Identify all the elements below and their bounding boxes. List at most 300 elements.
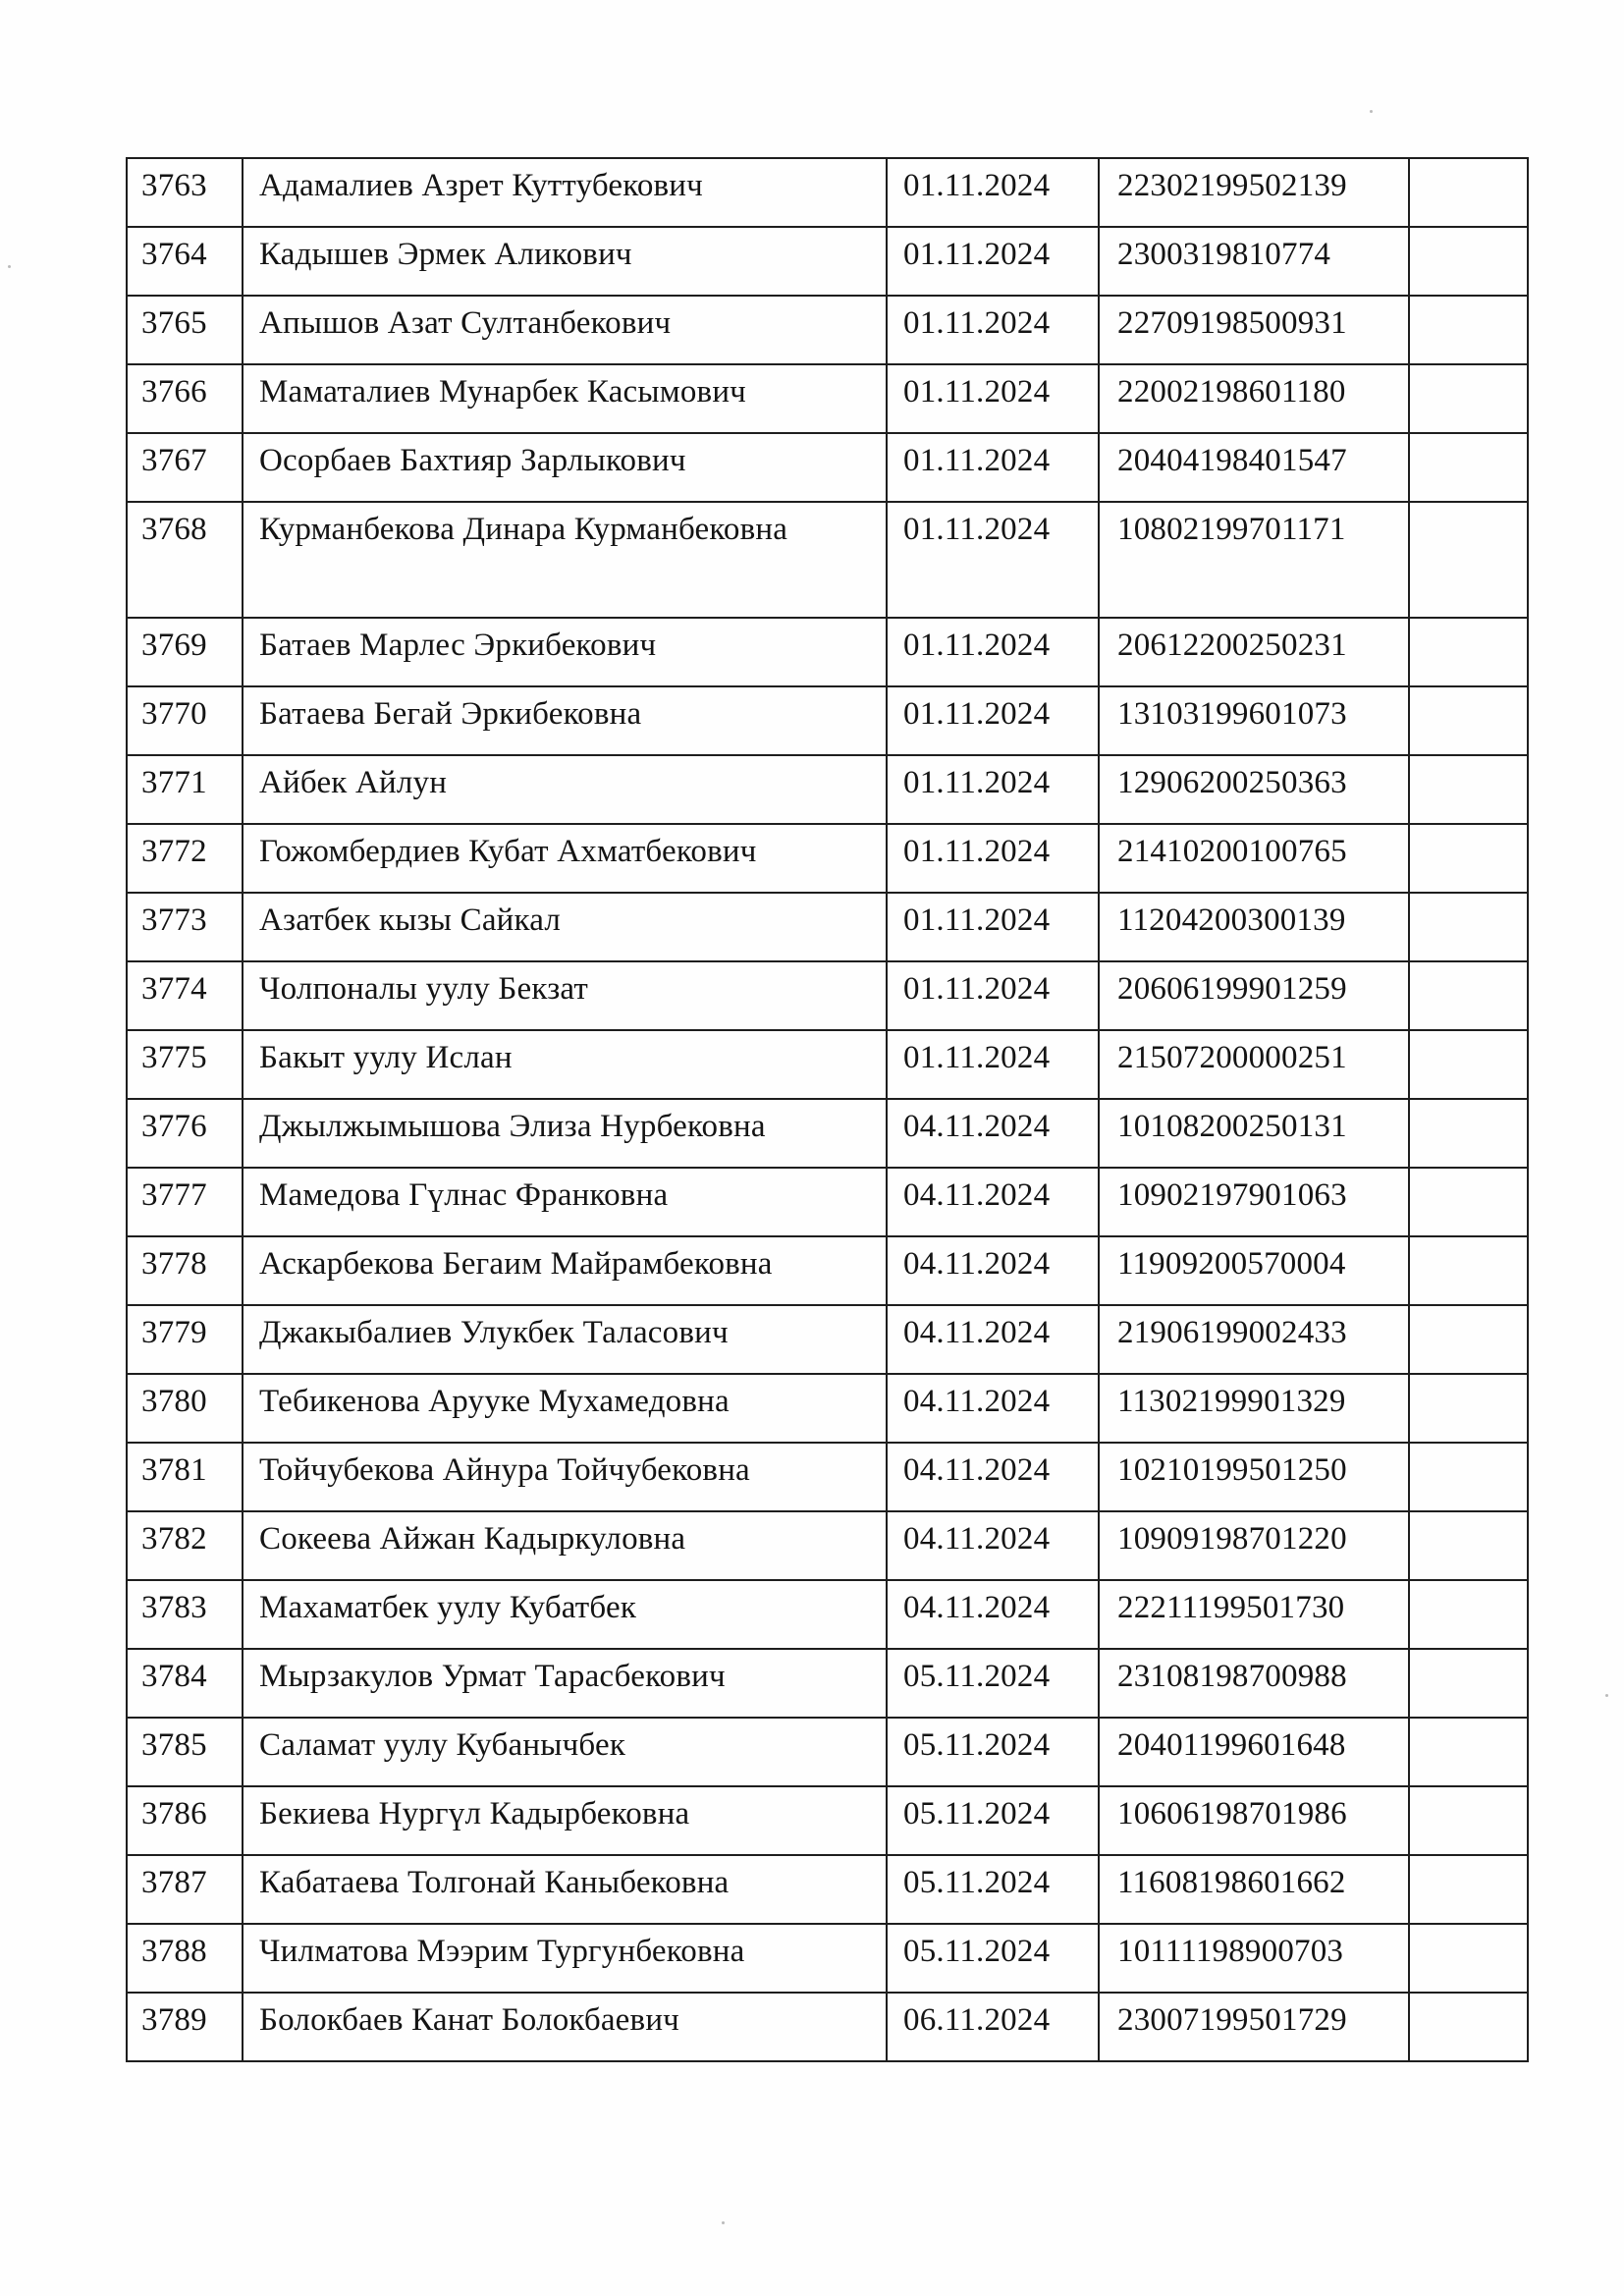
- table-row: [127, 1236, 1528, 1305]
- cell-name: [243, 893, 887, 961]
- date: 01.11.2024: [903, 628, 1051, 663]
- cell-number: [127, 961, 243, 1030]
- row-number: 3787: [141, 1865, 207, 1900]
- cell-pin: [1099, 1649, 1409, 1718]
- table-row: [127, 961, 1528, 1030]
- date: 01.11.2024: [903, 443, 1051, 478]
- cell-name: [243, 824, 887, 893]
- cell-pin: [1099, 1580, 1409, 1649]
- cell-date: [887, 1993, 1099, 2061]
- cell-pin: [1099, 1168, 1409, 1236]
- date: 04.11.2024: [903, 1452, 1051, 1488]
- cell-name: [243, 1924, 887, 1993]
- cell-number: [127, 1649, 243, 1718]
- empty-value: [1410, 1650, 1527, 1654]
- table-row: [127, 296, 1528, 364]
- empty-value: [1410, 1169, 1527, 1173]
- row-number: 3769: [141, 628, 207, 663]
- cell-date: [887, 1580, 1099, 1649]
- cell-name: [243, 1786, 887, 1855]
- cell-number: [127, 1993, 243, 2061]
- cell-pin: [1099, 618, 1409, 686]
- full-name: Чилматова Мээрим Тургунбековна: [259, 1934, 745, 1969]
- empty-value: [1410, 365, 1527, 369]
- cell-number: [127, 158, 243, 227]
- personal-id-number: 22709198500931: [1117, 305, 1347, 341]
- scan-speck: [8, 265, 11, 268]
- cell-date: [887, 1236, 1099, 1305]
- table-row: [127, 1993, 1528, 2061]
- cell-number: [127, 1786, 243, 1855]
- cell-name: [243, 1305, 887, 1374]
- table-row: [127, 158, 1528, 227]
- empty-value: [1410, 962, 1527, 966]
- personal-id-number: 13103199601073: [1117, 696, 1347, 732]
- full-name: Айбек Айлун: [259, 765, 448, 800]
- empty-value: [1410, 1237, 1527, 1241]
- date: 04.11.2024: [903, 1590, 1051, 1625]
- date: 05.11.2024: [903, 1934, 1051, 1969]
- cell-date: [887, 824, 1099, 893]
- cell-date: [887, 1786, 1099, 1855]
- scan-speck: [1370, 110, 1373, 113]
- cell-pin: [1099, 824, 1409, 893]
- cell-date: [887, 1168, 1099, 1236]
- cell-empty: [1409, 1924, 1528, 1993]
- personal-id-number: 12906200250363: [1117, 765, 1347, 800]
- cell-pin: [1099, 961, 1409, 1030]
- cell-pin: [1099, 1924, 1409, 1993]
- cell-pin: [1099, 1993, 1409, 2061]
- cell-empty: [1409, 1236, 1528, 1305]
- cell-empty: [1409, 296, 1528, 364]
- cell-name: [243, 1511, 887, 1580]
- empty-value: [1410, 825, 1527, 829]
- full-name: Батаева Бегай Эркибековна: [259, 696, 642, 732]
- cell-number: [127, 1030, 243, 1099]
- cell-name: [243, 1030, 887, 1099]
- row-number: 3783: [141, 1590, 207, 1625]
- full-name: Джылжымышова Элиза Нурбековна: [259, 1109, 766, 1144]
- personal-id-number: 11608198601662: [1117, 1865, 1346, 1900]
- row-number: 3788: [141, 1934, 207, 1969]
- cell-number: [127, 824, 243, 893]
- date: 01.11.2024: [903, 902, 1051, 938]
- empty-value: [1410, 687, 1527, 691]
- empty-value: [1410, 1306, 1527, 1310]
- empty-value: [1410, 1512, 1527, 1516]
- table-row: [127, 1030, 1528, 1099]
- row-number: 3779: [141, 1315, 207, 1350]
- empty-value: [1410, 756, 1527, 760]
- cell-date: [887, 1718, 1099, 1786]
- date: 01.11.2024: [903, 971, 1051, 1007]
- cell-empty: [1409, 1511, 1528, 1580]
- table-row: [127, 618, 1528, 686]
- cell-pin: [1099, 1236, 1409, 1305]
- cell-date: [887, 686, 1099, 755]
- cell-empty: [1409, 824, 1528, 893]
- full-name: Гожомбердиев Кубат Ахматбекович: [259, 834, 757, 869]
- personal-id-number: 11302199901329: [1117, 1384, 1346, 1419]
- row-number: 3776: [141, 1109, 207, 1144]
- cell-pin: [1099, 686, 1409, 755]
- cell-empty: [1409, 1855, 1528, 1924]
- date: 01.11.2024: [903, 696, 1051, 732]
- empty-value: [1410, 159, 1527, 163]
- row-number: 3764: [141, 237, 207, 272]
- cell-pin: [1099, 1718, 1409, 1786]
- scan-speck: [722, 2221, 725, 2224]
- cell-number: [127, 227, 243, 296]
- cell-number: [127, 686, 243, 755]
- full-name: Тойчубекова Айнура Тойчубековна: [259, 1452, 750, 1488]
- personal-id-number: 10606198701986: [1117, 1796, 1347, 1831]
- registry-table: [126, 157, 1529, 2062]
- full-name: Кабатаева Толгонай Каныбековна: [259, 1865, 730, 1900]
- cell-number: [127, 1924, 243, 1993]
- row-number: 3767: [141, 443, 207, 478]
- cell-number: [127, 1305, 243, 1374]
- cell-date: [887, 1443, 1099, 1511]
- empty-value: [1410, 619, 1527, 623]
- date: 01.11.2024: [903, 765, 1051, 800]
- personal-id-number: 21507200000251: [1117, 1040, 1347, 1075]
- personal-id-number: 23007199501729: [1117, 2002, 1347, 2038]
- empty-value: [1410, 1444, 1527, 1448]
- personal-id-number: 20404198401547: [1117, 443, 1347, 478]
- cell-pin: [1099, 1099, 1409, 1168]
- full-name: Батаев Марлес Эркибекович: [259, 628, 657, 663]
- date: 04.11.2024: [903, 1246, 1051, 1282]
- cell-empty: [1409, 1168, 1528, 1236]
- registry-table-body: [127, 158, 1528, 2061]
- cell-date: [887, 502, 1099, 618]
- date: 04.11.2024: [903, 1315, 1051, 1350]
- cell-number: [127, 296, 243, 364]
- full-name: Маматалиев Мунарбек Касымович: [259, 374, 746, 410]
- full-name: Сокеева Айжан Кадыркуловна: [259, 1521, 686, 1557]
- cell-date: [887, 1649, 1099, 1718]
- cell-pin: [1099, 364, 1409, 433]
- row-number: 3775: [141, 1040, 207, 1075]
- cell-empty: [1409, 1374, 1528, 1443]
- row-number: 3781: [141, 1452, 207, 1488]
- full-name: Болокбаев Канат Болокбаевич: [259, 2002, 679, 2038]
- cell-name: [243, 686, 887, 755]
- cell-empty: [1409, 961, 1528, 1030]
- personal-id-number: 20612200250231: [1117, 628, 1347, 663]
- table-row: [127, 686, 1528, 755]
- full-name: Апышов Азат Султанбекович: [259, 305, 672, 341]
- cell-pin: [1099, 502, 1409, 618]
- date: 05.11.2024: [903, 1865, 1051, 1900]
- row-number: 3772: [141, 834, 207, 869]
- cell-pin: [1099, 433, 1409, 502]
- empty-value: [1410, 1856, 1527, 1860]
- personal-id-number: 10111198900703: [1117, 1934, 1344, 1969]
- cell-empty: [1409, 227, 1528, 296]
- cell-number: [127, 618, 243, 686]
- table-row: [127, 1374, 1528, 1443]
- cell-pin: [1099, 158, 1409, 227]
- full-name: Саламат уулу Кубанычбек: [259, 1727, 626, 1763]
- scan-speck: [1605, 1694, 1608, 1697]
- personal-id-number: 22302199502139: [1117, 168, 1347, 203]
- cell-empty: [1409, 1649, 1528, 1718]
- personal-id-number: 20401199601648: [1117, 1727, 1346, 1763]
- table-row: [127, 502, 1528, 618]
- row-number: 3777: [141, 1177, 207, 1213]
- cell-pin: [1099, 1030, 1409, 1099]
- date: 05.11.2024: [903, 1796, 1051, 1831]
- cell-number: [127, 1443, 243, 1511]
- empty-value: [1410, 503, 1527, 507]
- full-name: Чолпоналы уулу Бекзат: [259, 971, 589, 1007]
- cell-empty: [1409, 618, 1528, 686]
- cell-empty: [1409, 1305, 1528, 1374]
- cell-name: [243, 158, 887, 227]
- cell-empty: [1409, 364, 1528, 433]
- empty-value: [1410, 1031, 1527, 1035]
- empty-value: [1410, 1925, 1527, 1929]
- full-name: Бакыт уулу Ислан: [259, 1040, 513, 1075]
- cell-date: [887, 1374, 1099, 1443]
- row-number: 3763: [141, 168, 207, 203]
- full-name: Осорбаев Бахтияр Зарлыкович: [259, 443, 686, 478]
- table-row: [127, 227, 1528, 296]
- row-number: 3766: [141, 374, 207, 410]
- personal-id-number: 21410200100765: [1117, 834, 1347, 869]
- cell-empty: [1409, 433, 1528, 502]
- cell-empty: [1409, 686, 1528, 755]
- cell-date: [887, 755, 1099, 824]
- cell-name: [243, 1718, 887, 1786]
- cell-number: [127, 1580, 243, 1649]
- date: 01.11.2024: [903, 834, 1051, 869]
- cell-date: [887, 158, 1099, 227]
- row-number: 3785: [141, 1727, 207, 1763]
- table-row: [127, 433, 1528, 502]
- cell-empty: [1409, 893, 1528, 961]
- cell-name: [243, 502, 887, 618]
- date: 04.11.2024: [903, 1109, 1051, 1144]
- cell-number: [127, 1855, 243, 1924]
- full-name: Мамедова Гүлнас Франковна: [259, 1177, 669, 1213]
- cell-date: [887, 1305, 1099, 1374]
- row-number: 3771: [141, 765, 207, 800]
- cell-name: [243, 618, 887, 686]
- date: 06.11.2024: [903, 2002, 1051, 2038]
- cell-pin: [1099, 1305, 1409, 1374]
- empty-value: [1410, 1375, 1527, 1379]
- cell-pin: [1099, 1443, 1409, 1511]
- table-row: [127, 755, 1528, 824]
- cell-date: [887, 1924, 1099, 1993]
- table-row: [127, 1855, 1528, 1924]
- cell-name: [243, 1649, 887, 1718]
- cell-pin: [1099, 227, 1409, 296]
- cell-name: [243, 296, 887, 364]
- cell-number: [127, 433, 243, 502]
- cell-name: [243, 364, 887, 433]
- cell-name: [243, 1374, 887, 1443]
- row-number: 3780: [141, 1384, 207, 1419]
- cell-name: [243, 1855, 887, 1924]
- table-row: [127, 1443, 1528, 1511]
- personal-id-number: 22002198601180: [1117, 374, 1346, 410]
- date: 05.11.2024: [903, 1659, 1051, 1694]
- row-number: 3770: [141, 696, 207, 732]
- date: 04.11.2024: [903, 1521, 1051, 1557]
- full-name: Махаматбек уулу Кубатбек: [259, 1590, 637, 1625]
- cell-number: [127, 1236, 243, 1305]
- empty-value: [1410, 228, 1527, 232]
- cell-number: [127, 1511, 243, 1580]
- cell-number: [127, 1374, 243, 1443]
- full-name: Азатбек кызы Сайкал: [259, 902, 562, 938]
- row-number: 3765: [141, 305, 207, 341]
- cell-date: [887, 227, 1099, 296]
- cell-date: [887, 1511, 1099, 1580]
- table-row: [127, 1924, 1528, 1993]
- table-row: [127, 1786, 1528, 1855]
- cell-date: [887, 893, 1099, 961]
- full-name: Кадышев Эрмек Аликович: [259, 237, 632, 272]
- empty-value: [1410, 1787, 1527, 1791]
- cell-date: [887, 1099, 1099, 1168]
- cell-empty: [1409, 158, 1528, 227]
- row-number: 3784: [141, 1659, 207, 1694]
- date: 05.11.2024: [903, 1727, 1051, 1763]
- cell-name: [243, 1099, 887, 1168]
- cell-date: [887, 1855, 1099, 1924]
- cell-empty: [1409, 1993, 1528, 2061]
- table-row: [127, 1580, 1528, 1649]
- personal-id-number: 10108200250131: [1117, 1109, 1347, 1144]
- cell-name: [243, 227, 887, 296]
- full-name: Курманбекова Динара Курманбековна: [259, 512, 788, 547]
- cell-pin: [1099, 1786, 1409, 1855]
- row-number: 3768: [141, 512, 207, 547]
- empty-value: [1410, 1581, 1527, 1585]
- cell-name: [243, 961, 887, 1030]
- personal-id-number: 21906199002433: [1117, 1315, 1347, 1350]
- table-row: [127, 1511, 1528, 1580]
- cell-empty: [1409, 1099, 1528, 1168]
- personal-id-number: 20606199901259: [1117, 971, 1347, 1007]
- date: 01.11.2024: [903, 1040, 1051, 1075]
- personal-id-number: 10210199501250: [1117, 1452, 1347, 1488]
- cell-number: [127, 1718, 243, 1786]
- empty-value: [1410, 434, 1527, 438]
- cell-date: [887, 1030, 1099, 1099]
- personal-id-number: 10902197901063: [1117, 1177, 1347, 1213]
- table-row: [127, 364, 1528, 433]
- empty-value: [1410, 297, 1527, 301]
- full-name: Адамалиев Азрет Куттубекович: [259, 168, 703, 203]
- empty-value: [1410, 1719, 1527, 1722]
- row-number: 3778: [141, 1246, 207, 1282]
- date: 01.11.2024: [903, 237, 1051, 272]
- personal-id-number: 11204200300139: [1117, 902, 1346, 938]
- date: 04.11.2024: [903, 1384, 1051, 1419]
- cell-empty: [1409, 1030, 1528, 1099]
- personal-id-number: 23108198700988: [1117, 1659, 1347, 1694]
- cell-name: [243, 755, 887, 824]
- cell-empty: [1409, 1580, 1528, 1649]
- row-number: 3786: [141, 1796, 207, 1831]
- cell-empty: [1409, 1443, 1528, 1511]
- full-name: Джакыбалиев Улукбек Таласович: [259, 1315, 729, 1350]
- table-row: [127, 1305, 1528, 1374]
- cell-name: [243, 1443, 887, 1511]
- personal-id-number: 22211199501730: [1117, 1590, 1345, 1625]
- cell-name: [243, 1236, 887, 1305]
- cell-name: [243, 1168, 887, 1236]
- date: 01.11.2024: [903, 168, 1051, 203]
- cell-date: [887, 296, 1099, 364]
- cell-empty: [1409, 755, 1528, 824]
- cell-pin: [1099, 893, 1409, 961]
- cell-number: [127, 364, 243, 433]
- cell-pin: [1099, 1855, 1409, 1924]
- cell-pin: [1099, 1511, 1409, 1580]
- cell-pin: [1099, 1374, 1409, 1443]
- cell-name: [243, 433, 887, 502]
- table-row: [127, 1168, 1528, 1236]
- cell-number: [127, 1168, 243, 1236]
- cell-date: [887, 433, 1099, 502]
- full-name: Мырзакулов Урмат Тарасбекович: [259, 1659, 726, 1694]
- full-name: Аскарбекова Бегаим Майрамбековна: [259, 1246, 773, 1282]
- empty-value: [1410, 894, 1527, 898]
- date: 04.11.2024: [903, 1177, 1051, 1213]
- cell-number: [127, 893, 243, 961]
- cell-number: [127, 502, 243, 618]
- cell-pin: [1099, 755, 1409, 824]
- cell-name: [243, 1580, 887, 1649]
- cell-date: [887, 618, 1099, 686]
- cell-empty: [1409, 1786, 1528, 1855]
- table-row: [127, 1718, 1528, 1786]
- date: 01.11.2024: [903, 305, 1051, 341]
- cell-date: [887, 961, 1099, 1030]
- table-row: [127, 1649, 1528, 1718]
- date: 01.11.2024: [903, 512, 1051, 547]
- date: 01.11.2024: [903, 374, 1051, 410]
- cell-name: [243, 1993, 887, 2061]
- table-row: [127, 893, 1528, 961]
- cell-empty: [1409, 502, 1528, 618]
- empty-value: [1410, 1994, 1527, 1997]
- empty-value: [1410, 1100, 1527, 1104]
- cell-number: [127, 755, 243, 824]
- row-number: 3774: [141, 971, 207, 1007]
- personal-id-number: 11909200570004: [1117, 1246, 1346, 1282]
- row-number: 3773: [141, 902, 207, 938]
- table-row: [127, 1099, 1528, 1168]
- row-number: 3789: [141, 2002, 207, 2038]
- table-row: [127, 824, 1528, 893]
- personal-id-number: 10909198701220: [1117, 1521, 1347, 1557]
- personal-id-number: 10802199701171: [1117, 512, 1346, 547]
- cell-pin: [1099, 296, 1409, 364]
- row-number: 3782: [141, 1521, 207, 1557]
- full-name: Бекиева Нургүл Кадырбековна: [259, 1796, 690, 1831]
- cell-number: [127, 1099, 243, 1168]
- personal-id-number: 2300319810774: [1117, 237, 1331, 272]
